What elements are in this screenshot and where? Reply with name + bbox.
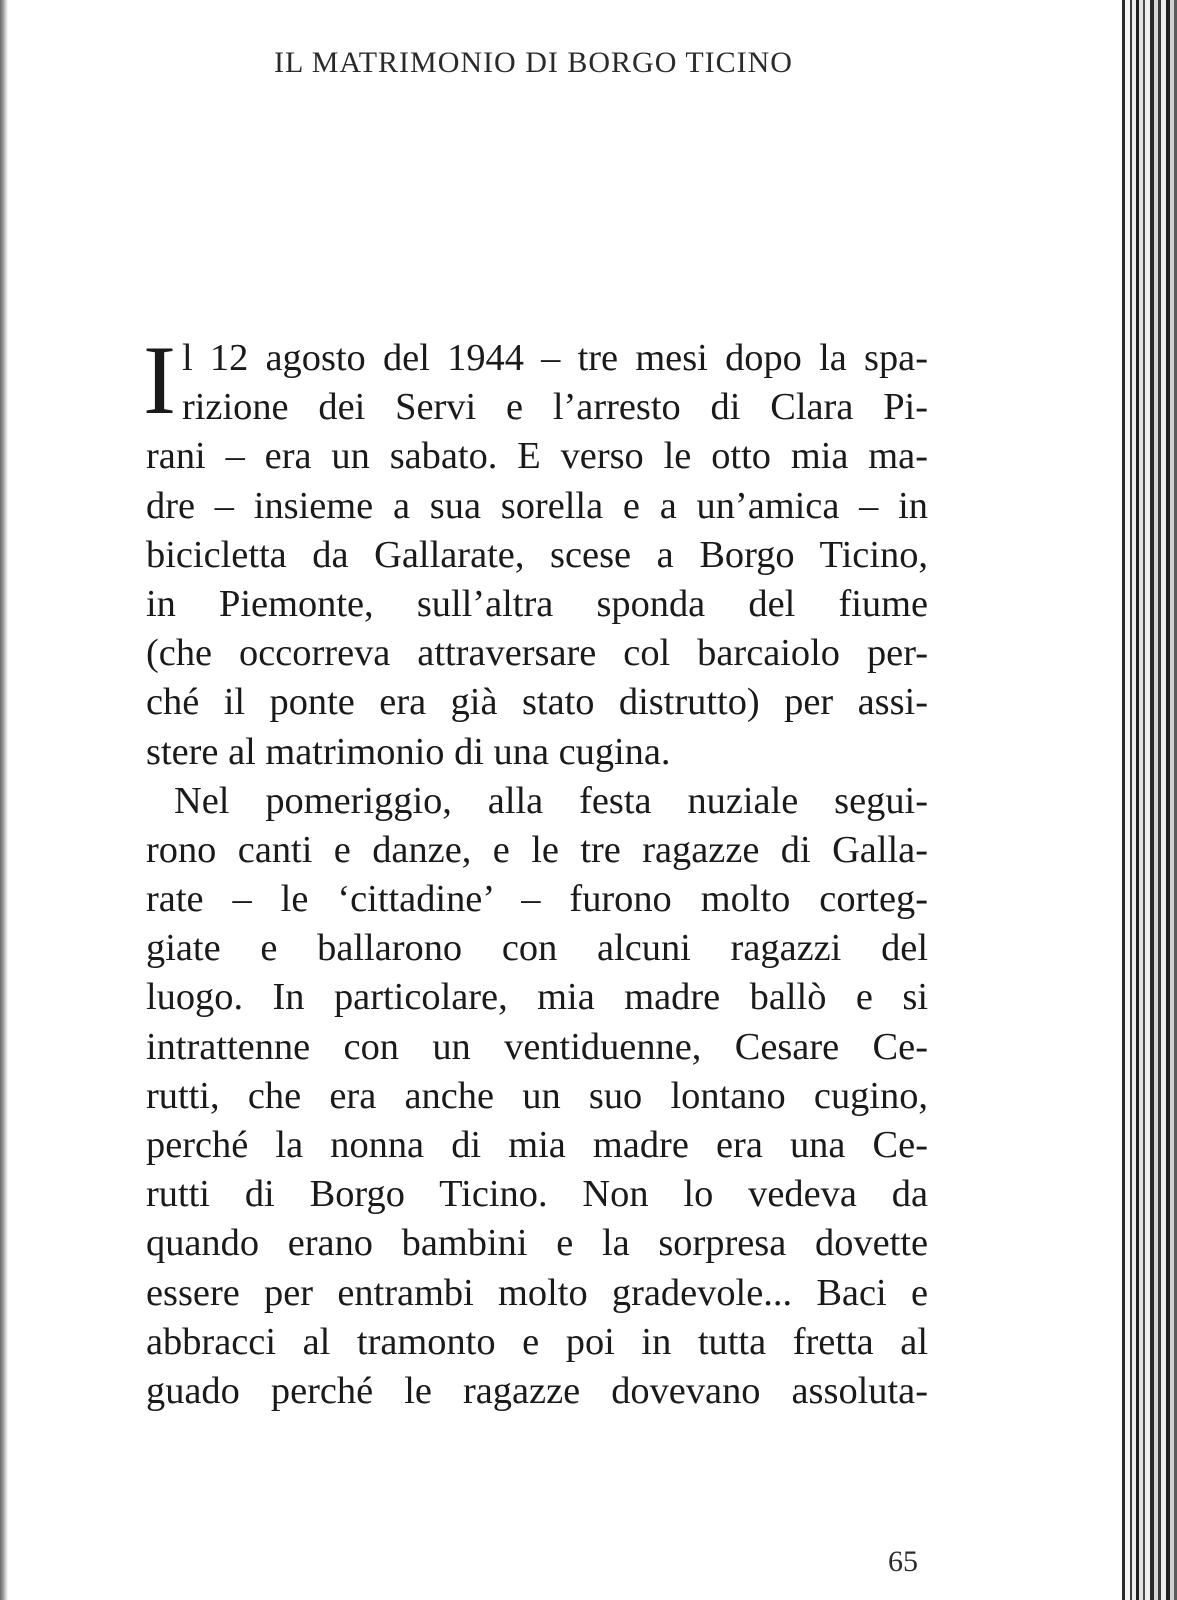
text-line: l 12 agosto del 1944 – tre mesi dopo la spa- <box>181 337 928 379</box>
text-line: intrattenne con un ventiduenne, Cesare Ce- <box>146 1025 928 1068</box>
scan-shadow-left <box>0 0 8 1600</box>
text-line: in Piemonte, sull’altra sponda del fiume <box>146 582 928 625</box>
text-line: rani – era un sabato. E verso le otto mia ma- <box>146 435 928 478</box>
text-line: stere al matrimonio di una cugina. <box>146 730 671 773</box>
text-line: dre – insieme a sua sorella e a un’amica – in <box>146 484 928 527</box>
text-line: (che occorreva attraversare col barcaiolo per- <box>146 632 928 675</box>
text-line: perché la nonna di mia madre era una Ce- <box>146 1124 928 1166</box>
body-text <box>143 326 928 1416</box>
text-line: essere per entrambi molto gradevole... Baci e <box>146 1271 928 1314</box>
text-line: bicicletta da Gallarate, scese a Borgo Ticino, <box>146 533 928 576</box>
text-line: luogo. In particolare, mia madre ballò e si <box>146 976 928 1019</box>
text-line: rono canti e danze, e le tre ragazze di Galla- <box>146 828 928 871</box>
paragraph-1 <box>143 326 928 777</box>
text-line: guado perché le ragazze dovevano assoluta- <box>146 1369 928 1412</box>
text-line: rutti di Borgo Ticino. Non lo vedeva da <box>146 1173 928 1216</box>
text-line: quando erano bambini e la sorpresa dovette <box>146 1222 928 1265</box>
text-line: rizione dei Servi e l’arresto di Clara Pi- <box>181 386 928 429</box>
text-line: ché il ponte era già stato distrutto) per assi- <box>146 681 928 724</box>
paragraph-2 <box>146 777 928 1416</box>
page-number: 65 <box>888 1545 918 1578</box>
text-line: rate – le ‘cittadine’ – furono molto corteg- <box>146 878 928 921</box>
running-head: IL MATRIMONIO DI BORGO TICINO <box>274 46 793 79</box>
text-line: giate e ballarono con alcuni ragazzi del <box>146 927 928 970</box>
drop-cap: I <box>143 326 176 435</box>
text-line: rutti, che era anche un suo lontano cugino, <box>146 1074 928 1117</box>
text-line: abbracci al tramonto e poi in tutta fretta al <box>146 1320 928 1363</box>
book-page-edges <box>1102 0 1177 1600</box>
text-line: Nel pomeriggio, alla festa nuziale segui- <box>174 779 928 822</box>
